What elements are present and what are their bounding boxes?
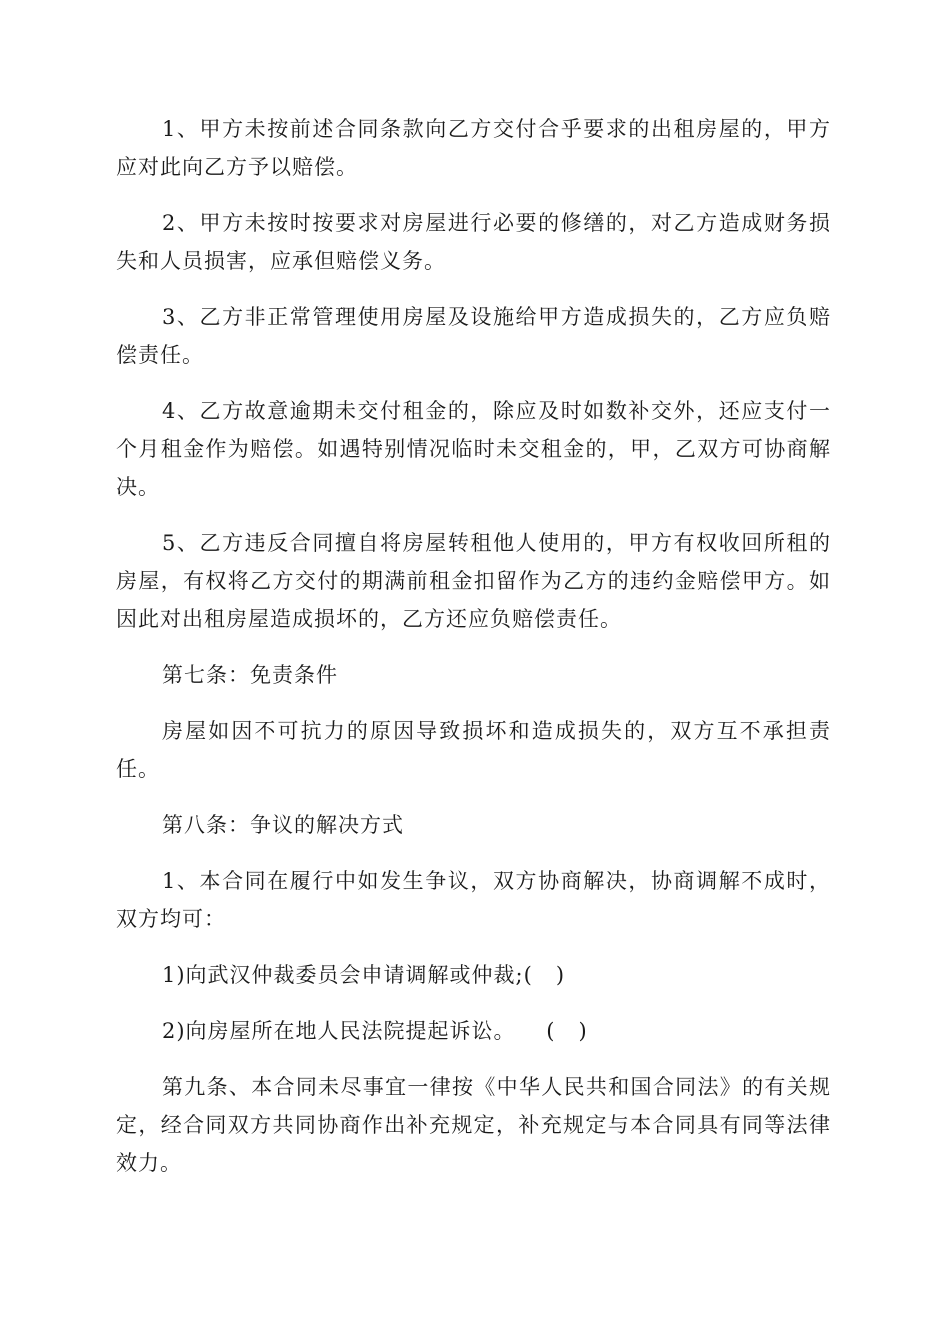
document-body bbox=[116, 110, 831, 1200]
clause-2-landlord-repair: 2、甲方未按时按要求对房屋进行必要的修缮的，对乙方造成财务损失和人员损害，应承但赔偿义务。 bbox=[116, 211, 831, 273]
article-8-option-court: 2)向房屋所在地人民法院提起诉讼。 ( ) bbox=[162, 1019, 588, 1043]
clause-3-tenant-misuse: 3、乙方非正常管理使用房屋及设施给甲方造成损失的，乙方应负赔偿责任。 bbox=[116, 305, 831, 367]
article-9-text: 第九条、本合同未尽事宜一律按《中华人民共和国合同法》的有关规定，经合同双方共同协商作出补充规定，补充规定与本合同具有同等法律效力。 bbox=[116, 1075, 831, 1175]
article-7-text: 房屋如因不可抗力的原因导致损坏和造成损失的，双方互不承担责任。 bbox=[116, 719, 831, 781]
clause-5-sublet: 5、乙方违反合同擅自将房屋转租他人使用的，甲方有权收回所租的房屋，有权将乙方交付的期满前租金扣留作为乙方的违约金赔偿甲方。如因此对出租房屋造成损坏的，乙方还应负赔偿责任。 bbox=[116, 531, 831, 631]
clause-4-late-rent: 4、乙方故意逾期未交付租金的，除应及时如数补交外，还应支付一个月租金作为赔偿。如遇特别情况临时未交租金的，甲，乙双方可协商解决。 bbox=[116, 399, 831, 499]
article-8-heading: 第八条：争议的解决方式 bbox=[162, 813, 404, 837]
article-7-heading: 第七条：免责条件 bbox=[162, 663, 338, 687]
article-8-option-arbitration: 1)向武汉仲裁委员会申请调解或仲裁;( ) bbox=[162, 963, 566, 987]
article-8-clause-1: 1、本合同在履行中如发生争议，双方协商解决，协商调解不成时，双方均可： bbox=[116, 869, 831, 931]
clause-1-landlord-delivery: 1、甲方未按前述合同条款向乙方交付合乎要求的出租房屋的，甲方应对此向乙方予以赔偿。 bbox=[116, 117, 831, 179]
